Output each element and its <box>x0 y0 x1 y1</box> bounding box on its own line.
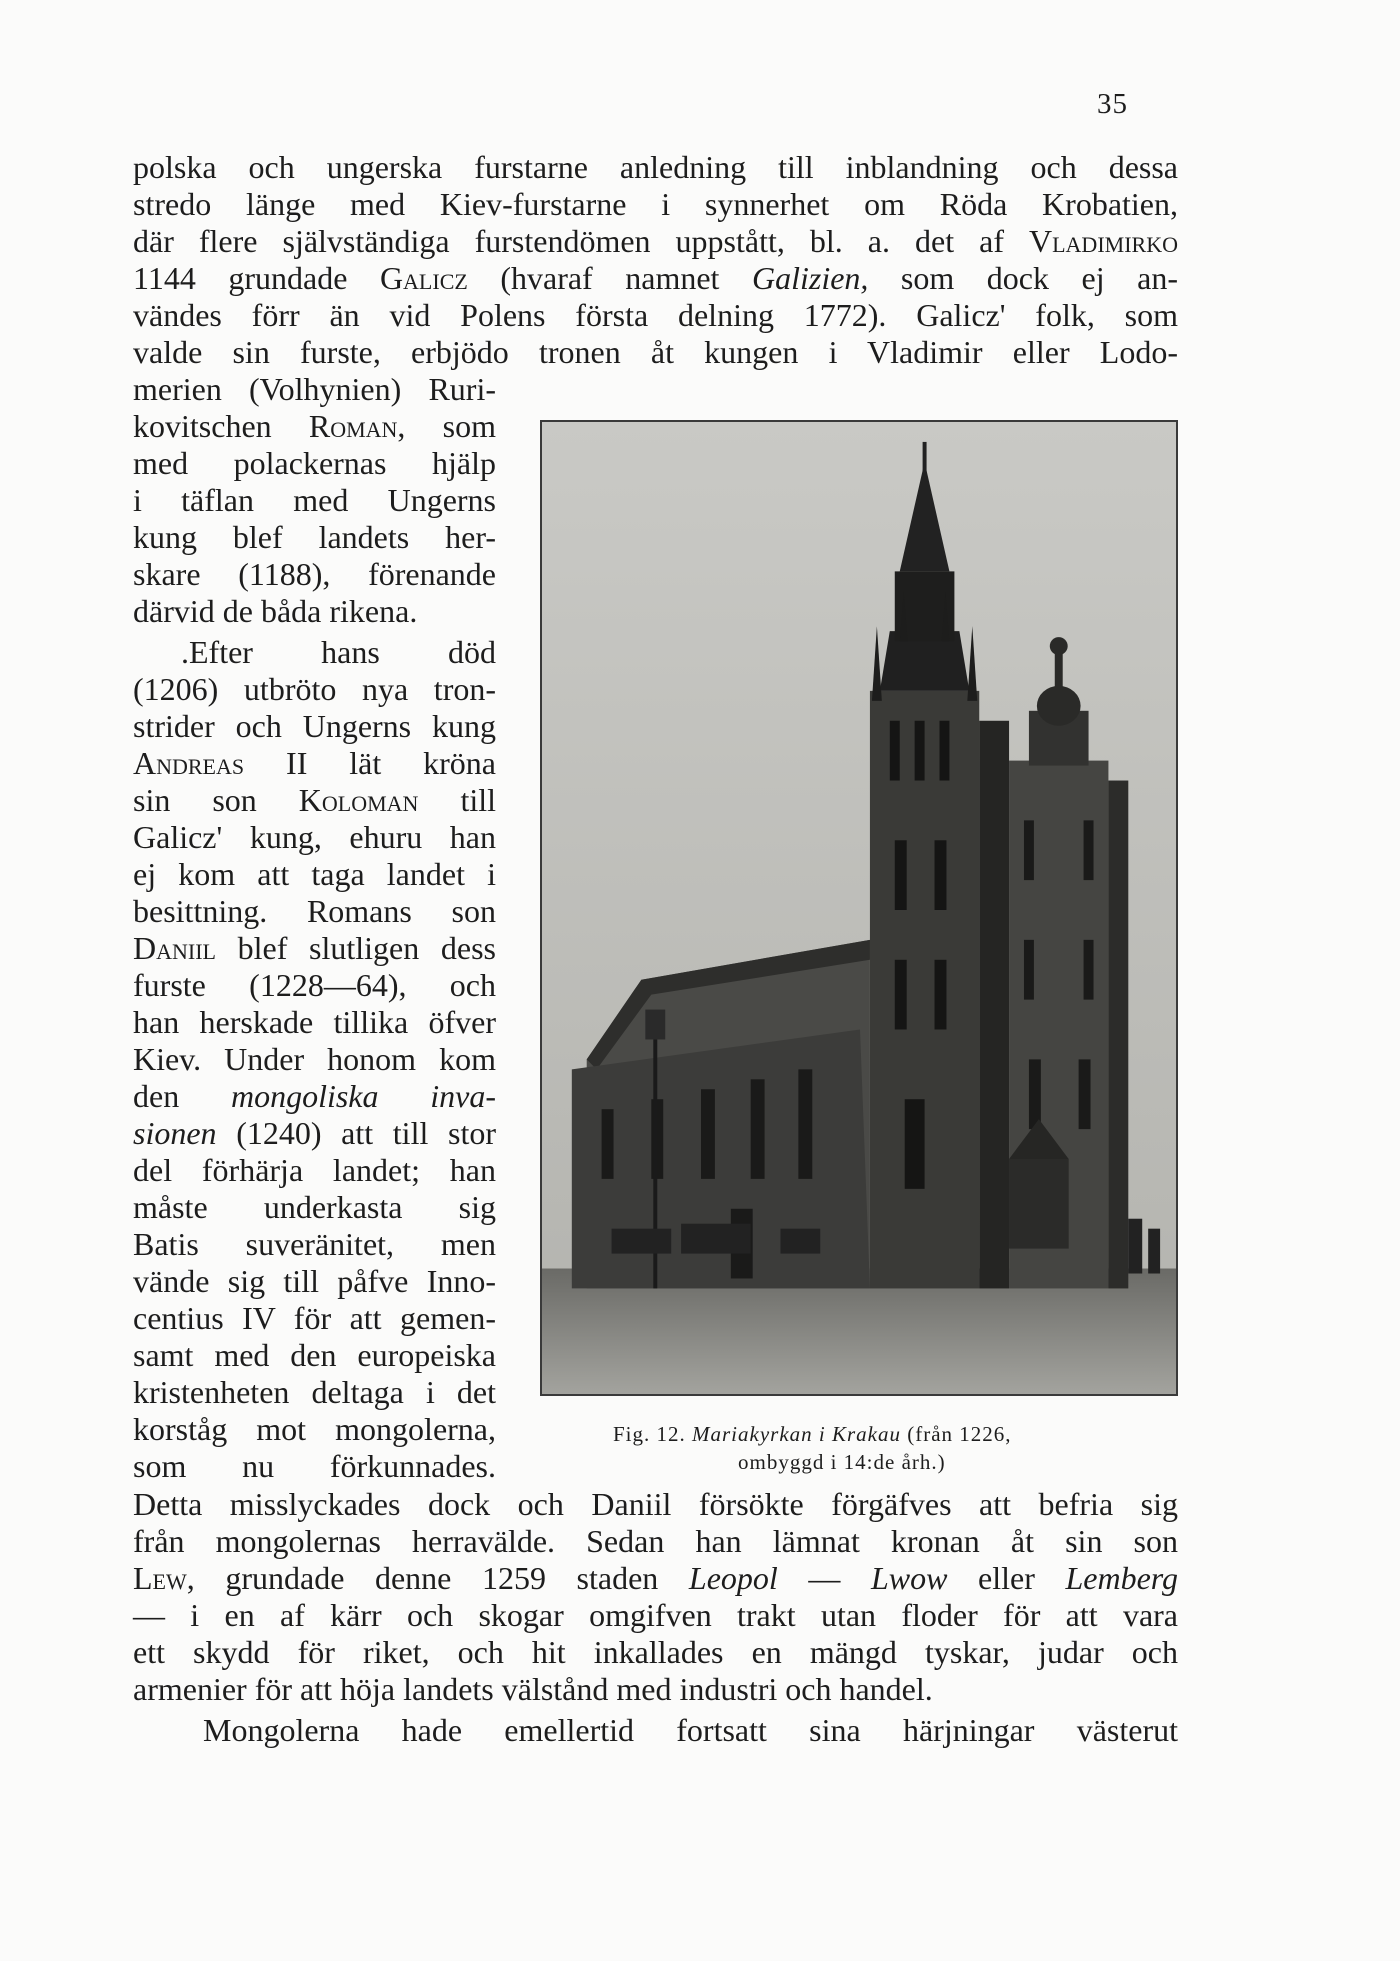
text-line: där flere självständiga furstendömen uppstått, bl. a. det af Vladimirko <box>133 223 1178 259</box>
text-line: Lew, grundade denne 1259 staden Leopol — Lwow eller Lemberg <box>133 1560 1179 1596</box>
text-line: del förhärja landet; han <box>133 1152 496 1188</box>
text-line: Galicz' kung, ehuru han <box>133 819 496 855</box>
figure-title: Mariakyrkan i Krakau <box>692 1422 901 1446</box>
text-line: .Efter hans död <box>181 634 496 670</box>
text-line: som nu förkunnades. <box>133 1448 496 1484</box>
text-line: centius IV för att gemen- <box>133 1300 496 1336</box>
text-line: Andreas II lät kröna <box>133 745 496 781</box>
figure-label: Fig. 12. <box>613 1422 686 1446</box>
text-line: — i en af kärr och skogar omgifven trakt utan floder för att vara <box>133 1597 1178 1633</box>
text-line: valde sin furste, erbjödo tronen åt kungen i Vladimir eller Lodo- <box>133 334 1178 370</box>
text-line: kristenheten deltaga i det <box>133 1374 496 1410</box>
figure-caption: Fig. 12. Mariakyrkan i Krakau (från 1226, <box>613 1422 1012 1446</box>
text-line: han herskade tillika öfver <box>133 1004 496 1040</box>
text-line: Batis suveränitet, men <box>133 1226 496 1262</box>
text-line: måste underkasta sig <box>133 1189 496 1225</box>
text-line: kovitschen Roman, som <box>133 408 496 444</box>
page-number: 35 <box>1097 88 1128 120</box>
text-line: Kiev. Under honom kom <box>133 1041 496 1077</box>
church-photograph <box>540 420 1178 1396</box>
figure-caption-line2: ombyggd i 14:de årh.) <box>738 1450 946 1474</box>
text-line: (1206) utbröto nya tron- <box>133 671 496 707</box>
text-line: kung blef landets her- <box>133 519 496 555</box>
text-line: 1144 grundade Galicz (hvaraf namnet Galizien, som dock ej an- <box>133 260 1179 296</box>
church-illustration <box>542 422 1176 1394</box>
text-line: furste (1228—64), och <box>133 967 496 1003</box>
text-line: Daniil blef slutligen dess <box>133 930 496 966</box>
text-line: med polackernas hjälp <box>133 445 496 481</box>
text-line: korståg mot mongolerna, <box>133 1411 496 1447</box>
text-line: därvid de båda rikena. <box>133 593 418 629</box>
text-line: stredo länge med Kiev-furstarne i synnerhet om Röda Krobatien, <box>133 186 1178 222</box>
text-line: strider och Ungerns kung <box>133 708 496 744</box>
text-line: i täflan med Ungerns <box>133 482 496 518</box>
text-line: armenier för att höja landets välstånd med industri och handel. <box>133 1671 933 1707</box>
text-line: skare (1188), förenande <box>133 556 496 592</box>
text-line: vändes förr än vid Polens första delning 1772). Galicz' folk, som <box>133 297 1178 333</box>
text-line: ej kom att taga landet i <box>133 856 496 892</box>
text-line: från mongolernas herravälde. Sedan han lämnat kronan åt sin son <box>133 1523 1178 1559</box>
text-line: sionen (1240) att till stor <box>133 1115 496 1151</box>
text-line: ett skydd för riket, och hit inkallades en mängd tyskar, judar och <box>133 1634 1178 1670</box>
text-line: sin son Koloman till <box>133 782 497 818</box>
text-line: merien (Volhynien) Ruri- <box>133 371 496 407</box>
text-line: polska och ungerska furstarne anledning till inblandning och dessa <box>133 149 1178 185</box>
text-line: Mongolerna hade emellertid fortsatt sina härjningar västerut <box>203 1712 1178 1748</box>
text-line: vände sig till påfve Inno- <box>133 1263 496 1299</box>
text-line: besittning. Romans son <box>133 893 496 929</box>
text-line: samt med den europeiska <box>133 1337 496 1373</box>
text-line: Detta misslyckades dock och Daniil försökte förgäfves att befria sig <box>133 1486 1178 1522</box>
text-line: den mongoliska inva- <box>133 1078 496 1114</box>
